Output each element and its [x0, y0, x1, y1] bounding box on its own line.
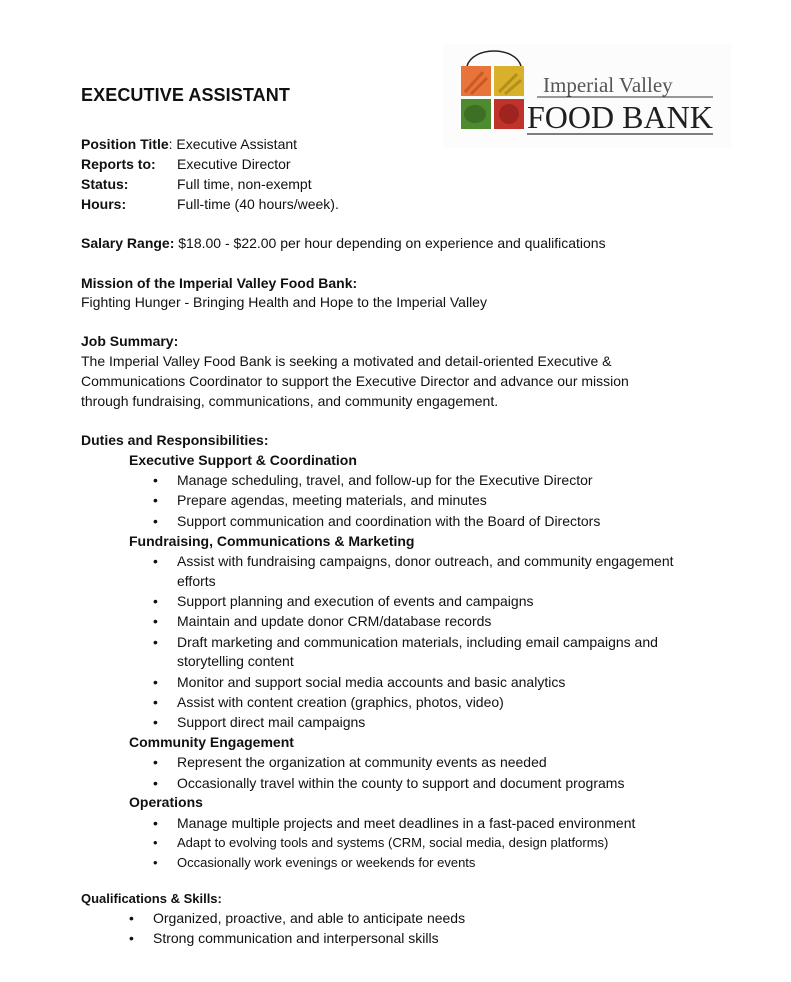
summary-line: Communications Coordinator to support the Executive Director and advance our mission	[81, 373, 629, 389]
detail-label: Hours:	[81, 196, 127, 212]
detail-hours	[81, 194, 339, 214]
detail-value: Full time, non-exempt	[177, 176, 312, 192]
bullet-icon: •	[153, 492, 158, 508]
bullet-icon: •	[153, 613, 158, 629]
job-posting-page: EXECUTIVE ASSISTANT Imperial Valley FOOD BANK Position Title: Executive Assistant Reports to: Executive Director Status: Full time, non-exempt Hours: Full-time (40 hours/week). Salary Range: $18.00 - $22.00 per hour depending on experience and qualifications Mission of the Imperial Valley Food Bank: Fighting Hunger - Bringing Health and Hope to the Imperial Valley Job Summary: The Imperial Valley Food Bank is seeking a motivated and detail-oriented Executive & Communications Coordinator to support the Executive Director and advance our mission through fundraising, communications, and community engagement. Duties and Responsibilities: Executive Support & Coordination • Manage scheduling, travel, and follow-up for the Executive Director • Prepare agendas, meeting materials, and minutes • Support communication and coordination with the Board of Directors Fundraising, Communications & Marketing • Assist with fundraising campaigns, donor outreach, and community engagement efforts • Support planning and execution of events and campaigns • Maintain and update donor CRM/database records • Draft marketing and communication materials, including email campaigns and storytelling content • Monitor and support social media accounts and basic analytics • Assist with content creation (graphics, photos, video) • Support direct mail campaigns Community Engagement • Represent the organization at community events as needed • Occasionally travel within the county to support and document programs Operations • Manage multiple projects and meet deadlines in a fast-paced environment • Adapt to evolving tools and systems (CRM, social media, design platforms) • Occasionally work evenings or weekends for events Qualifications & Skills: • Organized, proactive, and able to anticipate needs • Strong communication and interpersonal skills	[0, 0, 791, 982]
food-bank-logo	[443, 44, 731, 148]
detail-value: Executive Assistant	[176, 136, 298, 152]
bullet-icon: •	[153, 815, 158, 831]
summary-heading: Job Summary:	[81, 333, 179, 349]
mission-text: Fighting Hunger - Bringing Health and Hope to the Imperial Valley	[81, 294, 487, 310]
mission-heading: Mission of the Imperial Valley Food Bank:	[81, 275, 358, 291]
summary-line: The Imperial Valley Food Bank is seeking a motivated and detail-oriented Executive &	[81, 353, 612, 369]
section-title-fundraising: Fundraising, Communications & Marketing	[129, 533, 415, 549]
detail-position-title: Position Title: Executive Assistant	[81, 136, 298, 152]
logo-line2: FOOD BANK	[527, 99, 713, 135]
detail-label: Status:	[81, 176, 129, 192]
bullet-icon: •	[153, 472, 158, 488]
detail-value: Full-time (40 hours/week).	[177, 196, 339, 212]
section-title-community-engagement: Community Engagement	[129, 734, 294, 750]
duties-heading: Duties and Responsibilities:	[81, 432, 269, 448]
bullet-icon: •	[153, 714, 158, 730]
bullet-icon: •	[153, 775, 158, 791]
bullet-icon: •	[153, 835, 158, 850]
qualifications-heading: Qualifications & Skills:	[81, 891, 222, 906]
detail-value: Executive Director	[177, 156, 291, 172]
detail-status	[81, 174, 312, 194]
bullet-icon: •	[153, 634, 158, 650]
page-title: EXECUTIVE ASSISTANT	[81, 85, 290, 105]
detail-reports-to	[81, 154, 291, 174]
bullet-icon: •	[153, 694, 158, 710]
bullet-icon: •	[153, 513, 158, 529]
bullet-icon: •	[153, 593, 158, 609]
logo-graphic-icon	[443, 44, 731, 148]
logo-line1: Imperial Valley	[543, 73, 673, 97]
detail-label: Position Title	[81, 136, 169, 152]
section-title-operations: Operations	[129, 794, 203, 810]
salary-value: $18.00 - $22.00 per hour depending on experience and qualifications	[178, 235, 606, 251]
salary-range	[81, 233, 606, 253]
bullet-icon: •	[129, 930, 134, 946]
bullet-icon: •	[153, 674, 158, 690]
bullet-icon: •	[153, 754, 158, 770]
bullet-icon: •	[153, 855, 158, 870]
bullet-icon: •	[129, 910, 134, 926]
section-title-executive-support: Executive Support & Coordination	[129, 452, 357, 468]
bullet-icon: •	[153, 553, 158, 569]
detail-label: Reports to:	[81, 156, 156, 172]
summary-line: through fundraising, communications, and community engagement.	[81, 393, 499, 409]
salary-label: Salary Range:	[81, 235, 175, 251]
